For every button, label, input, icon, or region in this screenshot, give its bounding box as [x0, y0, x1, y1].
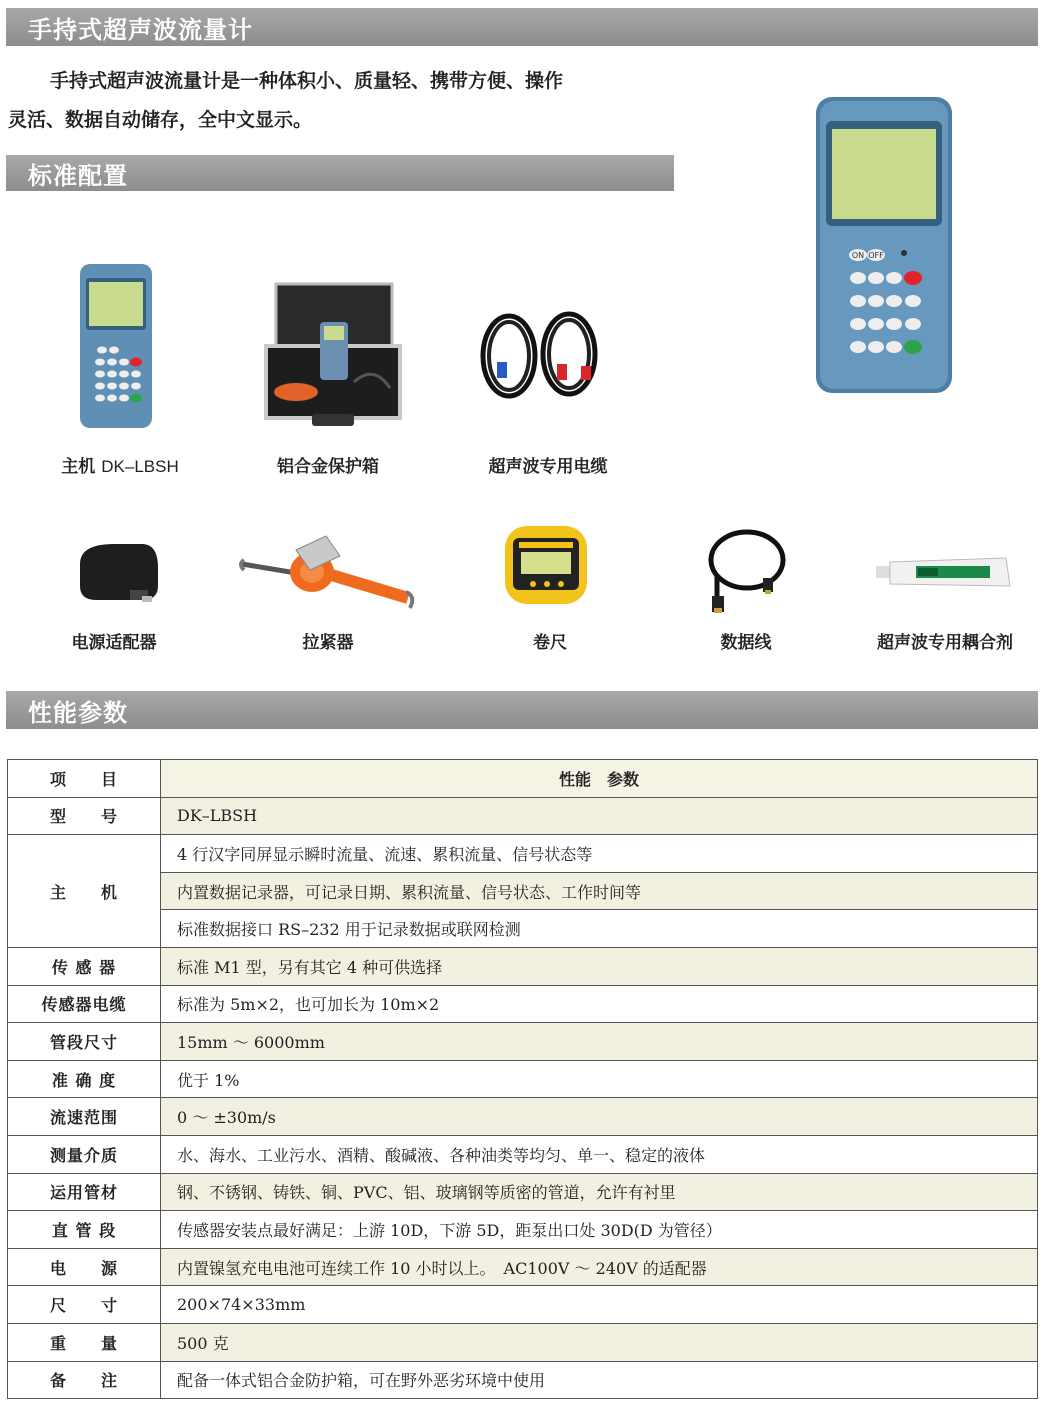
table-row [8, 797, 1038, 835]
row-key: 管段尺寸 [8, 1023, 161, 1061]
section-title-params [6, 691, 1038, 729]
caption-adapter: 电源适配器 [71, 633, 157, 653]
ultrasonic-cable-image [473, 304, 613, 410]
aluminum-case-image [262, 282, 404, 432]
table-header-row [8, 760, 1038, 798]
section-title-text: 手持式超声波流量计 [28, 15, 253, 44]
row-key: 重 量 [8, 1323, 161, 1361]
section-title-text: 标准配置 [28, 161, 128, 190]
row-key: 流速范围 [8, 1098, 161, 1136]
section-title-product [6, 8, 1038, 46]
caption-cable: 超声波专用电缆 [488, 457, 608, 477]
row-value: 200×74×33mm [161, 1286, 1038, 1324]
row-key: 测量介质 [8, 1135, 161, 1173]
table-row [8, 1361, 1038, 1399]
row-value: 钢、不锈钢、铸铁、铜、PVC、铝、玻璃钢等质密的管道，允许有衬里 [161, 1173, 1038, 1211]
intro-paragraph [8, 62, 648, 140]
table-row [8, 1098, 1038, 1136]
row-value: 4 行汉字同屏显示瞬时流量、流速、累积流量、信号状态等 [161, 835, 1038, 873]
host-device-image [78, 262, 154, 430]
caption-case: 铝合金保护箱 [277, 457, 379, 477]
power-adapter-image [70, 540, 162, 606]
table-row [8, 1023, 1038, 1061]
ratchet-strap-image [236, 530, 420, 614]
caption-host-name: 主机 [61, 457, 96, 477]
row-key: 电 源 [8, 1248, 161, 1286]
table-row [8, 1211, 1038, 1249]
intro-line-1: 手持式超声波流量计是一种体积小、质量轻、携带方便、操作 [50, 70, 564, 92]
table-row [8, 1060, 1038, 1098]
row-key: 运用管材 [8, 1173, 161, 1211]
table-row [8, 1135, 1038, 1173]
table-row [8, 910, 1038, 948]
row-value: 15mm ～ 6000mm [161, 1023, 1038, 1061]
table-row [8, 872, 1038, 910]
tape-measure-image [501, 522, 591, 608]
data-cable-image [703, 522, 789, 614]
caption-gel: 超声波专用耦合剂 [877, 633, 1013, 653]
row-value: 传感器安装点最好满足：上游 10D，下游 5D，距泵出口处 30D(D 为管径） [161, 1211, 1038, 1249]
table-row [8, 1286, 1038, 1324]
row-value: 内置镍氢充电电池可连续工作 10 小时以上。 AC100V ～ 240V 的适配器 [161, 1248, 1038, 1286]
section-title-text: 性能参数 [28, 698, 128, 727]
row-value: 标准为 5m×2，也可加长为 10m×2 [161, 985, 1038, 1023]
caption-host-model: DK–LBSH [101, 457, 179, 476]
caption-data-cable: 数据线 [720, 633, 772, 653]
header-item: 项 目 [8, 760, 161, 798]
row-value: 标准 M1 型，另有其它 4 种可供选择 [161, 947, 1038, 985]
row-value: 500 克 [161, 1323, 1038, 1361]
table-row [8, 1248, 1038, 1286]
header-param: 性能 参数 [161, 760, 1038, 798]
row-value: 0 ～ ±30m/s [161, 1098, 1038, 1136]
table-row [8, 835, 1038, 873]
row-value: 水、海水、工业污水、酒精、酸碱液、各种油类等均匀、单一、稳定的液体 [161, 1135, 1038, 1173]
caption-tape: 卷尺 [533, 633, 567, 653]
row-value: 标准数据接口 RS–232 用于记录数据或联网检测 [161, 910, 1038, 948]
caption-strap: 拉紧器 [302, 633, 354, 653]
intro-line-2: 灵活、数据自动储存，全中文显示。 [8, 109, 313, 131]
row-key: 传 感 器 [8, 947, 161, 985]
svg-text:OFF: OFF [868, 251, 884, 260]
row-key: 备 注 [8, 1361, 161, 1399]
caption-host [40, 452, 200, 477]
table-row [8, 1323, 1038, 1361]
table-row [8, 1173, 1038, 1211]
row-key: 尺 寸 [8, 1286, 161, 1324]
row-key: 传感器电缆 [8, 985, 161, 1023]
row-value: 优于 1% [161, 1060, 1038, 1098]
row-key: 直 管 段 [8, 1211, 161, 1249]
table-row [8, 947, 1038, 985]
device-large-image [812, 93, 956, 396]
row-key: 主 机 [8, 835, 161, 948]
row-value: 配备一体式铝合金防护箱，可在野外恶劣环境中使用 [161, 1361, 1038, 1399]
row-value: DK–LBSH [161, 797, 1038, 835]
row-key: 准 确 度 [8, 1060, 161, 1098]
svg-text:ON: ON [851, 251, 865, 260]
row-value: 内置数据记录器，可记录日期、累积流量、信号状态、工作时间等 [161, 872, 1038, 910]
table-row [8, 985, 1038, 1023]
row-key: 型 号 [8, 797, 161, 835]
section-title-config [6, 155, 674, 191]
coupling-gel-image [872, 550, 1012, 592]
spec-table [7, 759, 1038, 1399]
